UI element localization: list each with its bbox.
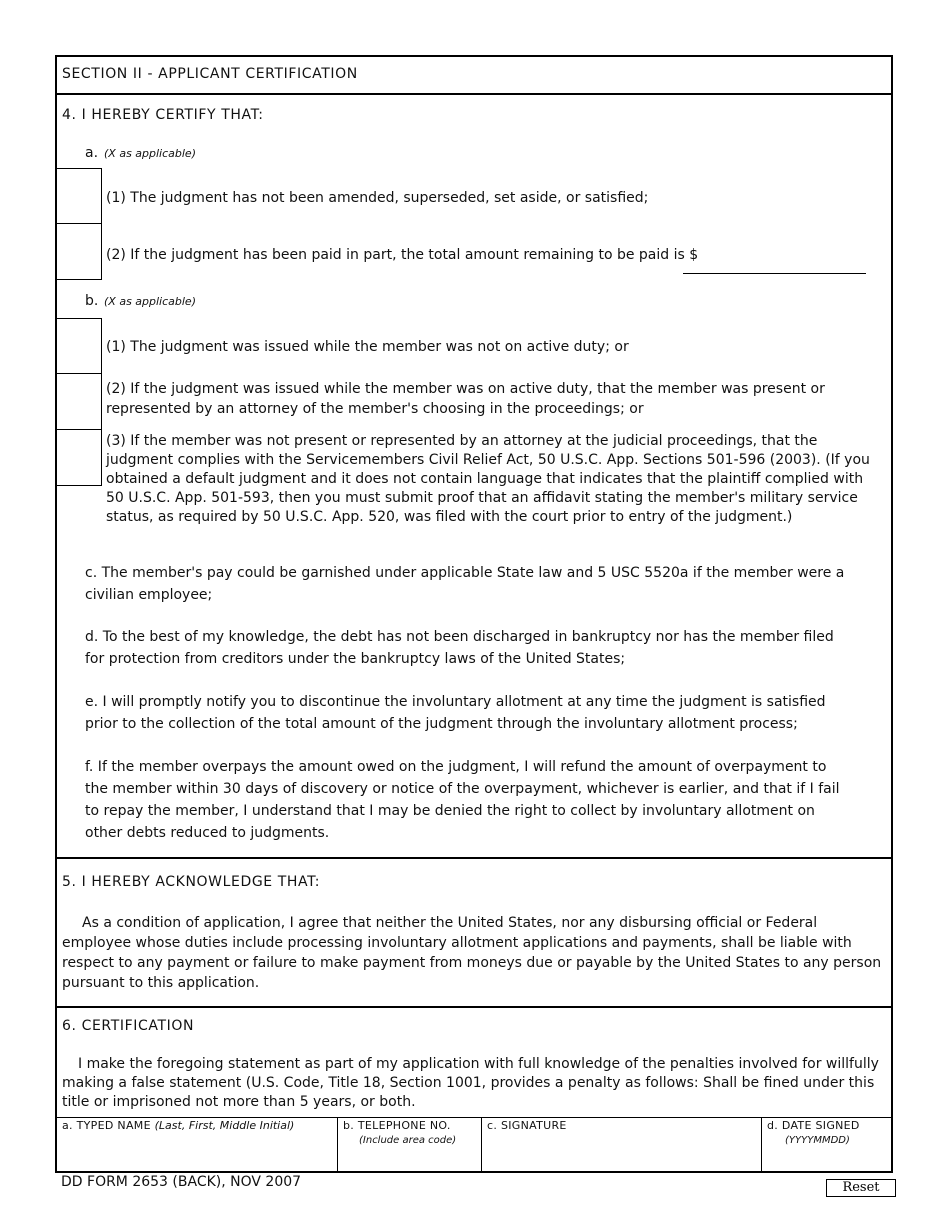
form-identifier: DD FORM 2653 (BACK), NOV 2007 xyxy=(61,1174,302,1190)
item4b-option3: (3) If the member was not present or represented by an attorney at the judicial proceedings, that the judgment complies with the Servicemembers Civil Relief Act, 50 U.S.C. App. Sections 501-596 (2003). (If you obtained a default judgment and it does not contain language that indicates that the plaintiff complied with 50 U.S.C. App. 501-593, then you must submit proof that an affidavit stating the member's military service status, as required by 50 U.S.C. App. 520, was filed with the court prior to entry of the judgment.) xyxy=(106,433,870,525)
item6-heading: 6. CERTIFICATION xyxy=(62,1018,195,1034)
signature-label: c. SIGNATURE xyxy=(487,1119,567,1132)
checkbox-4b-3[interactable] xyxy=(57,430,102,486)
item4b-option2: (2) If the judgment was issued while the member was on active duty, that the member was present or represented by an attorney of the member's choosing in the proceedings; or xyxy=(106,381,825,417)
certification-form xyxy=(55,55,893,1173)
item4a-option2: (2) If the judgment has been paid in part, the total amount remaining to be paid is $ xyxy=(106,247,699,263)
item4-heading: 4. I HEREBY CERTIFY THAT: xyxy=(62,107,264,123)
item5-text: As a condition of application, I agree that neither the United States, nor any disbursing official or Federal employee whose duties include processing involuntary allotment applications and payments, shall be liable with respect to any payment or failure to make payment from moneys due or payable by the United States to any person pursuant to this application. xyxy=(62,915,882,991)
telephone-input[interactable] xyxy=(342,1148,477,1170)
typed-name-input[interactable] xyxy=(61,1148,333,1170)
date-signed-sublabel: (YYYYMMDD) xyxy=(785,1135,850,1146)
checkbox-4b-1[interactable] xyxy=(57,318,102,374)
checkbox-4b-2[interactable] xyxy=(57,374,102,430)
item4b-note: (X as applicable) xyxy=(104,295,196,308)
item4b-option1: (1) The judgment was issued while the member was not on active duty; or xyxy=(106,339,629,355)
date-signed-cell xyxy=(762,1118,891,1173)
checkbox-4a-2[interactable] xyxy=(57,224,102,280)
typed-name-label: a. TYPED NAME (Last, First, Middle Initial) xyxy=(62,1119,295,1132)
amount-remaining-input[interactable] xyxy=(683,253,866,274)
divider xyxy=(57,1006,891,1008)
item6-text: I make the foregoing statement as part of my application with full knowledge of the penalties involved for willfully making a false statement (U.S. Code, Title 18, Section 1001, provides a penalty as follows: Shall be fined under this title or imprisoned not more than 5 years, or both. xyxy=(62,1056,879,1110)
telephone-label: b. TELEPHONE NO. xyxy=(343,1119,451,1132)
section-title: SECTION II - APPLICANT CERTIFICATION xyxy=(62,66,358,82)
item4c-text: c. The member's pay could be garnished under applicable State law and 5 USC 5520a if the member were a civilian employee; xyxy=(85,565,845,603)
date-signed-label: d. DATE SIGNED xyxy=(767,1119,860,1132)
divider xyxy=(57,857,891,859)
item4d-text: d. To the best of my knowledge, the debt has not been discharged in bankruptcy nor has the member filed for protection from creditors under the bankruptcy laws of the United States; xyxy=(85,629,834,667)
reset-button[interactable]: Reset xyxy=(826,1179,896,1197)
item4b-label: b. xyxy=(85,293,99,309)
signature-cell xyxy=(482,1118,762,1173)
item5-heading: 5. I HEREBY ACKNOWLEDGE THAT: xyxy=(62,874,321,890)
typed-name-cell xyxy=(57,1118,338,1173)
divider xyxy=(57,93,891,95)
item4a-note: (X as applicable) xyxy=(104,147,196,160)
item4a-label: a. xyxy=(85,145,99,161)
telephone-sublabel: (Include area code) xyxy=(359,1135,457,1146)
date-signed-input[interactable] xyxy=(766,1148,887,1170)
item4f-text: f. If the member overpays the amount owed on the judgment, I will refund the amount of overpayment to the member within 30 days of discovery or notice of the overpayment, whichever is earlier, and that if I fail to repay the member, I understand that I may be denied the right to collect by involuntary allotment on other debts reduced to judgments. xyxy=(85,759,840,841)
checkbox-4a-1[interactable] xyxy=(57,168,102,224)
item4a-option1: (1) The judgment has not been amended, superseded, set aside, or satisfied; xyxy=(106,190,649,206)
telephone-cell xyxy=(338,1118,482,1173)
item4e-text: e. I will promptly notify you to discontinue the involuntary allotment at any time the judgment is satisfied prior to the collection of the total amount of the judgment through the involuntary allotment process; xyxy=(85,694,826,732)
signature-row xyxy=(57,1117,891,1173)
